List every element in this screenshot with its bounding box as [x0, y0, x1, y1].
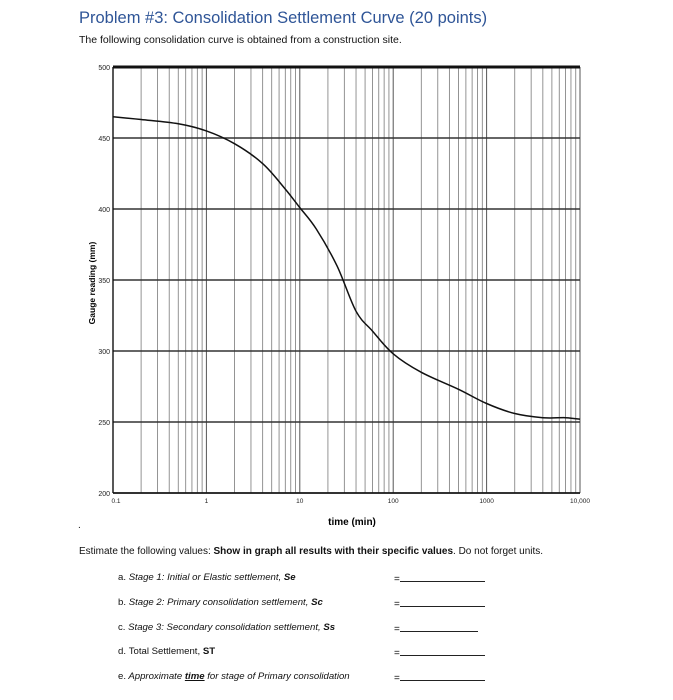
answer-blank[interactable]	[400, 622, 478, 632]
question-text: Stage 1: Initial or Elastic settlement,	[128, 572, 284, 583]
x-tick-label: 10	[296, 498, 304, 505]
problem-subtitle: The following consolidation curve is obtained from a construction site.	[79, 34, 402, 46]
question-d	[118, 646, 215, 657]
answer-blank[interactable]	[400, 597, 485, 607]
question-text: Stage 3: Secondary consolidation settlement,	[128, 622, 324, 633]
y-tick-label: 500	[98, 65, 110, 72]
question-key: ST	[202, 646, 216, 657]
question-text: Approximate	[128, 671, 185, 682]
instructions-prefix: Estimate the following values:	[79, 546, 214, 557]
answer-blank[interactable]	[400, 671, 485, 681]
question-letter: d.	[118, 646, 127, 657]
y-tick-label: 300	[98, 349, 110, 356]
answer-e[interactable]	[394, 671, 485, 684]
question-letter: a.	[118, 572, 127, 583]
x-tick-label: 1	[204, 498, 209, 505]
question-text: Stage 2: Primary consolidation settlement,	[128, 597, 312, 608]
question-a	[118, 572, 296, 583]
answer-c[interactable]	[394, 622, 478, 635]
x-tick-label: 0.1	[111, 498, 121, 505]
question-key: time	[184, 671, 205, 682]
question-letter: e.	[118, 671, 127, 682]
chart-grid	[113, 67, 580, 493]
y-tick-label: 450	[98, 136, 110, 143]
consolidation-curve-line	[113, 117, 580, 420]
instructions-text	[79, 546, 543, 557]
y-tick-label: 350	[98, 278, 110, 285]
problem-title: Problem #3: Consolidation Settlement Curve (20 points)	[79, 9, 488, 27]
answer-b[interactable]	[394, 597, 485, 610]
question-b	[118, 597, 323, 608]
x-tick-label: 1000	[479, 498, 494, 505]
answer-d[interactable]	[394, 646, 485, 659]
equals-sign: =	[394, 624, 400, 635]
y-tick-label: 200	[98, 491, 110, 498]
equals-sign: =	[394, 574, 400, 585]
question-text: Total Settlement,	[128, 646, 203, 657]
equals-sign: =	[394, 599, 400, 610]
x-axis-label: time (min)	[328, 517, 376, 528]
bullet-dot: .	[78, 520, 81, 531]
equals-sign: =	[394, 648, 400, 659]
question-e	[118, 671, 350, 682]
answer-a[interactable]	[394, 572, 485, 585]
y-axis-label: Gauge reading (mm)	[87, 241, 97, 325]
question-key: Sc	[311, 597, 323, 608]
answer-blank[interactable]	[400, 572, 485, 582]
question-letter: b.	[118, 597, 127, 608]
x-tick-label: 10,000	[570, 498, 590, 505]
question-key: Ss	[323, 622, 336, 633]
question-c	[118, 622, 335, 633]
question-key: Se	[283, 572, 296, 583]
y-tick-label: 250	[98, 420, 110, 427]
instructions-suffix: . Do not forget units.	[453, 546, 544, 557]
equals-sign: =	[394, 673, 400, 684]
x-tick-label: 100	[387, 498, 399, 505]
question-text-post: for stage of Primary consolidation	[204, 671, 350, 682]
y-tick-label: 400	[98, 207, 110, 214]
instructions-bold: Show in graph all results with their specific values	[213, 546, 454, 557]
answer-blank[interactable]	[400, 646, 485, 656]
question-letter: c.	[118, 622, 126, 633]
